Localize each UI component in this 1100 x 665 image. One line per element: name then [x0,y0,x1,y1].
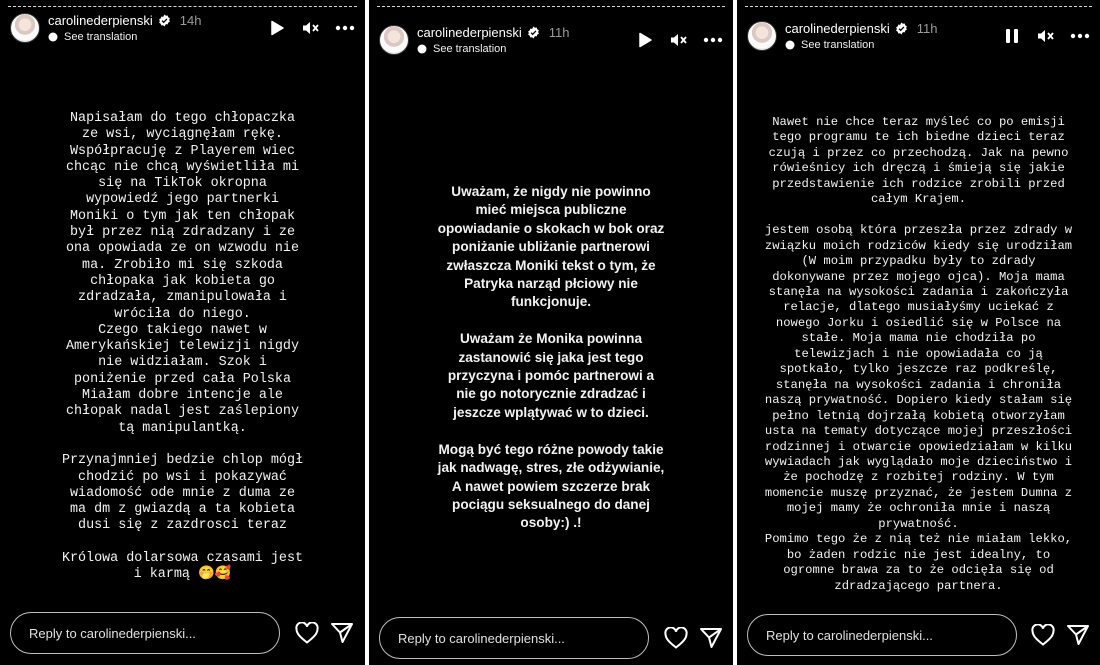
story-header [10,8,355,48]
see-translation-link[interactable] [785,39,938,51]
more-options-icon[interactable] [703,30,723,50]
post-time: 14h [179,13,202,28]
story-progress-bar [745,6,1092,7]
avatar[interactable] [10,13,40,43]
muted-speaker-icon[interactable] [1036,26,1056,46]
story-panel-3[interactable] [737,0,1100,665]
see-translation-label: See translation [64,31,138,43]
story-progress-bar [8,6,357,7]
heart-icon[interactable] [1031,622,1056,648]
send-icon[interactable] [698,625,723,651]
story-header [747,16,1090,56]
story-meta [48,13,201,43]
story-footer [10,612,355,654]
see-translation-label: See translation [433,43,507,55]
story-text: Uważam, że nigdy nie powinno mieć miejsca publiczne opowiadanie o skokach w bok oraz poniżanie ubliżanie partnerowi zwłaszcza Moniki tekst o tym, że Patryka narząd płciowy nie funkcjonuje. Uważam że Monika powinna zastanowić się jaka jest tego przyczyna i pomóc partnerowi a nie go notorycznie zdradzać i jeszcze wplątywać w to dzieci. Mogą być tego różne powody takie jak nadwagę, stres, złe odżywianie, A nawet powiem szczerze brak pociągu seksualnego do danej osoby:) .! [437,184,665,531]
heart-icon[interactable] [663,625,688,651]
story-controls [1002,26,1090,46]
username[interactable]: carolinederpienski [417,25,522,40]
username[interactable]: carolinederpienski [785,21,890,36]
pause-icon[interactable] [1002,26,1022,46]
translate-dot-icon [785,40,795,50]
story-text: Napisałam do tego chłopaczka ze wsi, wyciągnęłam rękę. Współpracuję z Playerem wiec chcąc nie chcą wyświetliła mi się na TikTok okropna wypowiedź jego partnerki Moniki o tym jak ten chłopak był przez nią zdradzany i ze ona opowiada ze on wzwodu nie ma. Zrobiło mi się szkoda chłopaka jak kobieta go zdradzała, zmanipulowała i wróciła do niego. Czego takiego nawet w Amerykańskiej telewizji nigdy nie widziałam. Szok i poniżenie przed cała Polska Miałam dobre intencje ale chłopak nadal jest zaślepiony tą manipulantką. Przynajmniej bedzie chlop mógł chodzić po wsi i pokazywać wiadomość ode mnie z duma ze ma dm z gwiazdą a ta kobieta dusi się z zazdrosci teraz Królowa dolarsowa czasami jest i karmą 🤭🥰 [61,111,304,583]
translate-dot-icon [417,44,427,54]
avatar[interactable] [379,25,409,55]
post-time: 11h [548,25,570,40]
reply-input[interactable] [379,617,649,659]
story-text: Nawet nie chce teraz myśleć co po emisji tego programu te ich biedne dzieci teraz czują i przez co przechodzą. Jak na pewno rówieśnicy ich dręczą i śmieją się jakie przedstawienie ich rodzice zrobili przed całym Krajem. jestem osobą która przeszła przez zdrady w związku moich rodziców kiedy się urodziłam (W moim przypadku były to zdrady dokonywane przez mojego ojca). Moja mama stanęła na wysokości zadania i zakończyła relacje, dlatego musiałyśmy uciekać z nowego Jorku i osiedlić się w Polsce na stałe. Moja mama nie chodziła po telewizjach i nie opowiadała co ją spotkało, tylko jeszcze raz podkreślę, stanęła na wysokości zadania i chroniła naszą prywatność. Dopiero kiedy stałam się pełno letnią dojrzałą kobietą otworzyłam usta na tematy dotyczące mojej przeszłości rodzinnej i otwarcie opowiedziałam w kilku wywiadach jak wyglądało moje dzieciństwo i że pochodzę z rozbitej rodziny. W tym momencie muszę przyznać, że jestem Dumna z mojej mamy że ochroniła mnie i naszą prywatność. Pomimo tego że z nią też nie miałam lekko, bo żaden rodzic nie jest idealny, to ogromne brawa za to że odcięła się od zdradzającego partnera. [764,115,1073,593]
story-controls [267,18,355,38]
translate-dot-icon [48,32,58,42]
heart-icon[interactable] [294,620,320,646]
see-translation-link[interactable] [417,43,570,55]
reply-input[interactable] [747,614,1017,656]
verified-badge-icon [527,26,540,39]
play-icon[interactable] [635,30,655,50]
see-translation-label: See translation [801,39,875,51]
story-header [379,20,723,60]
more-options-icon[interactable] [335,18,355,38]
story-meta [785,21,938,51]
story-controls [635,30,723,50]
play-icon[interactable] [267,18,287,38]
see-translation-link[interactable] [48,31,201,43]
story-panel-2[interactable] [369,0,733,665]
muted-speaker-icon[interactable] [301,18,321,38]
story-footer [747,614,1090,656]
verified-badge-icon [895,22,908,35]
avatar[interactable] [747,21,777,51]
reply-input[interactable] [10,612,280,654]
send-icon[interactable] [1066,622,1091,648]
story-footer [379,617,723,659]
story-panel-1[interactable] [0,0,365,665]
verified-badge-icon [158,14,171,27]
post-time: 11h [916,21,938,36]
muted-speaker-icon[interactable] [669,30,689,50]
username[interactable]: carolinederpienski [48,13,153,28]
more-options-icon[interactable] [1070,26,1090,46]
story-progress-bar [377,6,725,7]
send-icon[interactable] [330,620,356,646]
story-meta [417,25,570,55]
